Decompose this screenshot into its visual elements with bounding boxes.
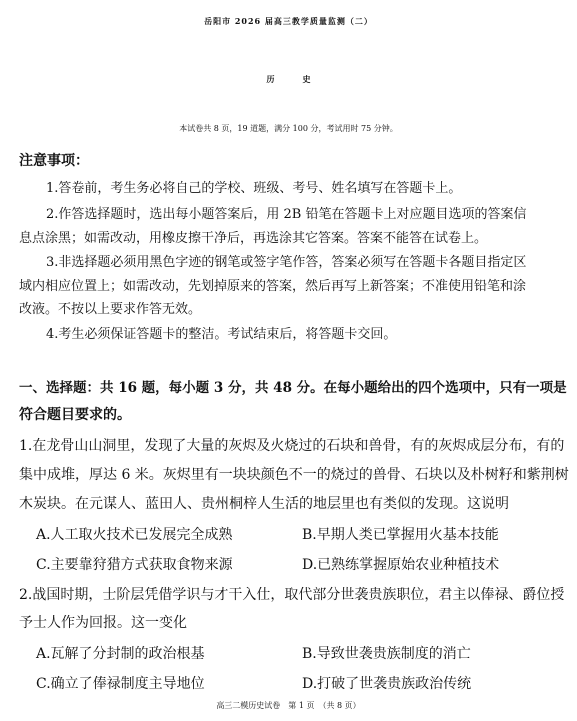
- section-heading-cont: 符合题目要求的。: [19, 407, 131, 423]
- notes-heading: 注意事项：: [19, 153, 89, 169]
- q1-option-a[interactable]: A.人工取火技术已发展完全成熟: [36, 527, 233, 543]
- section-heading: 一、选择题：共 16 题，每小题 3 分，共 48 分。在每小题给出的四个选项中，只有一项是: [19, 380, 567, 396]
- question-1-line: 集中成堆，厚达 6 米。灰烬里有一块块颜色不一的烧过的兽骨、石块以及朴树籽和紫荆树: [19, 467, 569, 483]
- page-footer: 高三二模历史试卷 第 1 页 （共 8 页）: [216, 701, 361, 710]
- note-line: 4.考生必须保证答题卡的整洁。考试结束后，将答题卡交回。: [46, 327, 397, 342]
- q1-option-d[interactable]: D.已熟练掌握原始农业种植技术: [302, 557, 500, 573]
- question-2-line: 予士人作为回报。这一变化: [19, 615, 187, 631]
- note-line: 息点涂黑；如需改动，用橡皮擦干净后，再选涂其它答案。答案不能答在试卷上。: [19, 231, 488, 246]
- question-1-line: 木炭块。在元谋人、蓝田人、贵州桐梓人生活的地层里也有类似的发现。这说明: [19, 496, 509, 512]
- note-line: 3.非选择题必须用黑色字迹的钢笔或签字笔作答，答案必须写在答题卡各题目指定区: [46, 255, 527, 270]
- exam-title: 岳阳市 2026 届高三教学质量监测（二）: [204, 16, 373, 26]
- note-line: 改液。不按以上要求作答无效。: [19, 302, 202, 317]
- q2-option-d[interactable]: D.打破了世袭贵族政治传统: [302, 676, 472, 692]
- note-line: 1.答卷前，考生务必将自己的学校、班级、考号、姓名填写在答题卡上。: [46, 181, 462, 196]
- subject-title: 历史: [266, 74, 339, 84]
- q1-option-b[interactable]: B.早期人类已掌握用火基本技能: [302, 527, 499, 543]
- q2-option-a[interactable]: A.瓦解了分封制的政治根基: [36, 646, 205, 662]
- q1-option-c[interactable]: C.主要靠狩猎方式获取食物来源: [36, 557, 233, 573]
- q2-option-b[interactable]: B.导致世袭贵族制度的消亡: [302, 646, 471, 662]
- question-1-line: 1.在龙骨山山洞里，发现了大量的灰烬及火烧过的石块和兽骨，有的灰烬成层分布，有的: [19, 438, 565, 454]
- note-line: 域内相应位置上；如需改动，先划掉原来的答案，然后再写上新答案；不准使用铅笔和涂: [19, 279, 527, 294]
- exam-info: 本试卷共 8 页，19 道题，满分 100 分，考试用时 75 分钟。: [179, 124, 398, 133]
- note-line: 2.作答选择题时，选出每小题答案后，用 2B 铅笔在答题卡上对应题目选项的答案信: [46, 207, 527, 222]
- question-2-line: 2.战国时期，士阶层凭借学识与才干入仕，取代部分世袭贵族职位，君主以俸禄、爵位授: [19, 587, 565, 603]
- q2-option-c[interactable]: C.确立了俸禄制度主导地位: [36, 676, 205, 692]
